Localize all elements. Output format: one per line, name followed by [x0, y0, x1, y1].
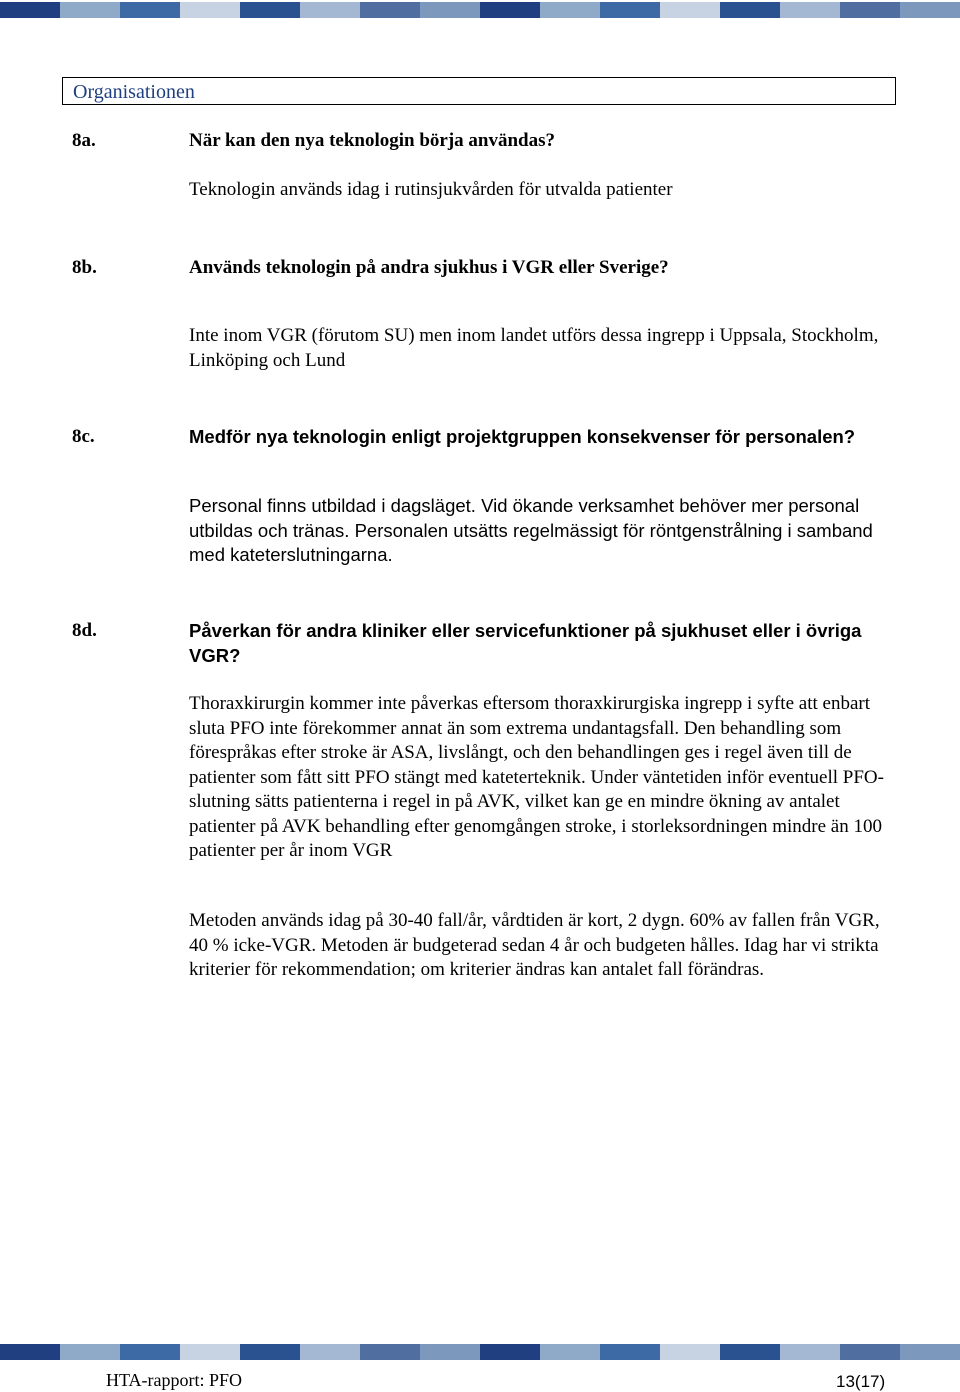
- band-segment: [420, 2, 480, 18]
- band-segment: [420, 1344, 480, 1360]
- question-number-8a: 8a.: [72, 130, 96, 151]
- answer-8c: Personal finns utbildad i dagsläget. Vid ökande verksamhet behöver mer personal utbildas och tränas. Personalen utsätts regelmässigt för röntgenstrålning i samband med kateterslutningarna.: [189, 495, 873, 565]
- top-decorative-band: [0, 2, 960, 18]
- band-segment: [0, 2, 60, 18]
- band-segment: [360, 2, 420, 18]
- band-segment: [840, 2, 900, 18]
- question-number-8b: 8b.: [72, 257, 97, 278]
- section-title: Organisationen: [73, 81, 195, 103]
- band-segment: [540, 2, 600, 18]
- band-segment: [600, 2, 660, 18]
- band-segment: [300, 2, 360, 18]
- band-segment: [660, 2, 720, 18]
- question-number-8c: 8c.: [72, 426, 95, 447]
- band-segment: [120, 1344, 180, 1360]
- band-segment: [0, 1344, 60, 1360]
- bottom-decorative-band: [0, 1344, 960, 1360]
- band-segment: [240, 2, 300, 18]
- answer-8b: Inte inom VGR (förutom SU) men inom landet utförs dessa ingrepp i Uppsala, Stockholm, Linköping och Lund: [189, 325, 879, 371]
- question-8b: Används teknologin på andra sjukhus i VGR eller Sverige?: [189, 257, 669, 278]
- question-8c: Medför nya teknologin enligt projektgruppen konsekvenser för personalen?: [189, 426, 856, 447]
- band-segment: [480, 1344, 540, 1360]
- band-segment: [720, 2, 780, 18]
- footer-page-number: 13(17): [836, 1372, 886, 1391]
- band-segment: [780, 1344, 840, 1360]
- band-segment: [540, 1344, 600, 1360]
- answer-8d-extra: Metoden används idag på 30-40 fall/år, vårdtiden är kort, 2 dygn. 60% av fallen från VGR, 40 % icke-VGR. Metoden är budgeterad sedan 4 år och budgeten hålles. Idag har vi strikta kriterier för rekommendation; om kriterier ändras kan antalet fall förändras.: [189, 910, 880, 980]
- question-8a: När kan den nya teknologin börja användas?: [189, 130, 556, 151]
- band-segment: [180, 2, 240, 18]
- question-number-8d: 8d.: [72, 620, 97, 641]
- footer-report-title: HTA-rapport: PFO: [106, 1370, 243, 1390]
- band-segment: [240, 1344, 300, 1360]
- band-segment: [120, 2, 180, 18]
- band-segment: [720, 1344, 780, 1360]
- band-segment: [840, 1344, 900, 1360]
- band-segment: [360, 1344, 420, 1360]
- band-segment: [660, 1344, 720, 1360]
- band-segment: [480, 2, 540, 18]
- band-segment: [60, 1344, 120, 1360]
- band-segment: [600, 1344, 660, 1360]
- band-segment: [300, 1344, 360, 1360]
- band-segment: [780, 2, 840, 18]
- question-8d: Påverkan för andra kliniker eller servicefunktioner på sjukhuset eller i övriga VGR?: [189, 620, 862, 666]
- section-header-box: [62, 77, 896, 105]
- answer-8a: Teknologin används idag i rutinsjukvården för utvalda patienter: [189, 179, 673, 200]
- band-segment: [900, 1344, 960, 1360]
- band-segment: [180, 1344, 240, 1360]
- answer-8d: Thoraxkirurgin kommer inte påverkas eftersom thoraxkirurgiska ingrepp i syfte att enbart sluta PFO inte förekommer annat än som extrema undantagsfall. Den behandling som förespråkas efter stroke är ASA, livslångt, och den behandlingen ges i regel även till de patienter som fått sitt PFO stängt med kateterteknik. Under väntetiden inför eventuell PFO-slutning sätts patienterna i regel in på AVK, vilket kan ge en mindre ökning av antalet patienter på AVK behandling efter genomgången stroke, i storleksordningen mindre än 100 patienter per år inom VGR: [189, 693, 884, 861]
- band-segment: [900, 2, 960, 18]
- band-segment: [60, 2, 120, 18]
